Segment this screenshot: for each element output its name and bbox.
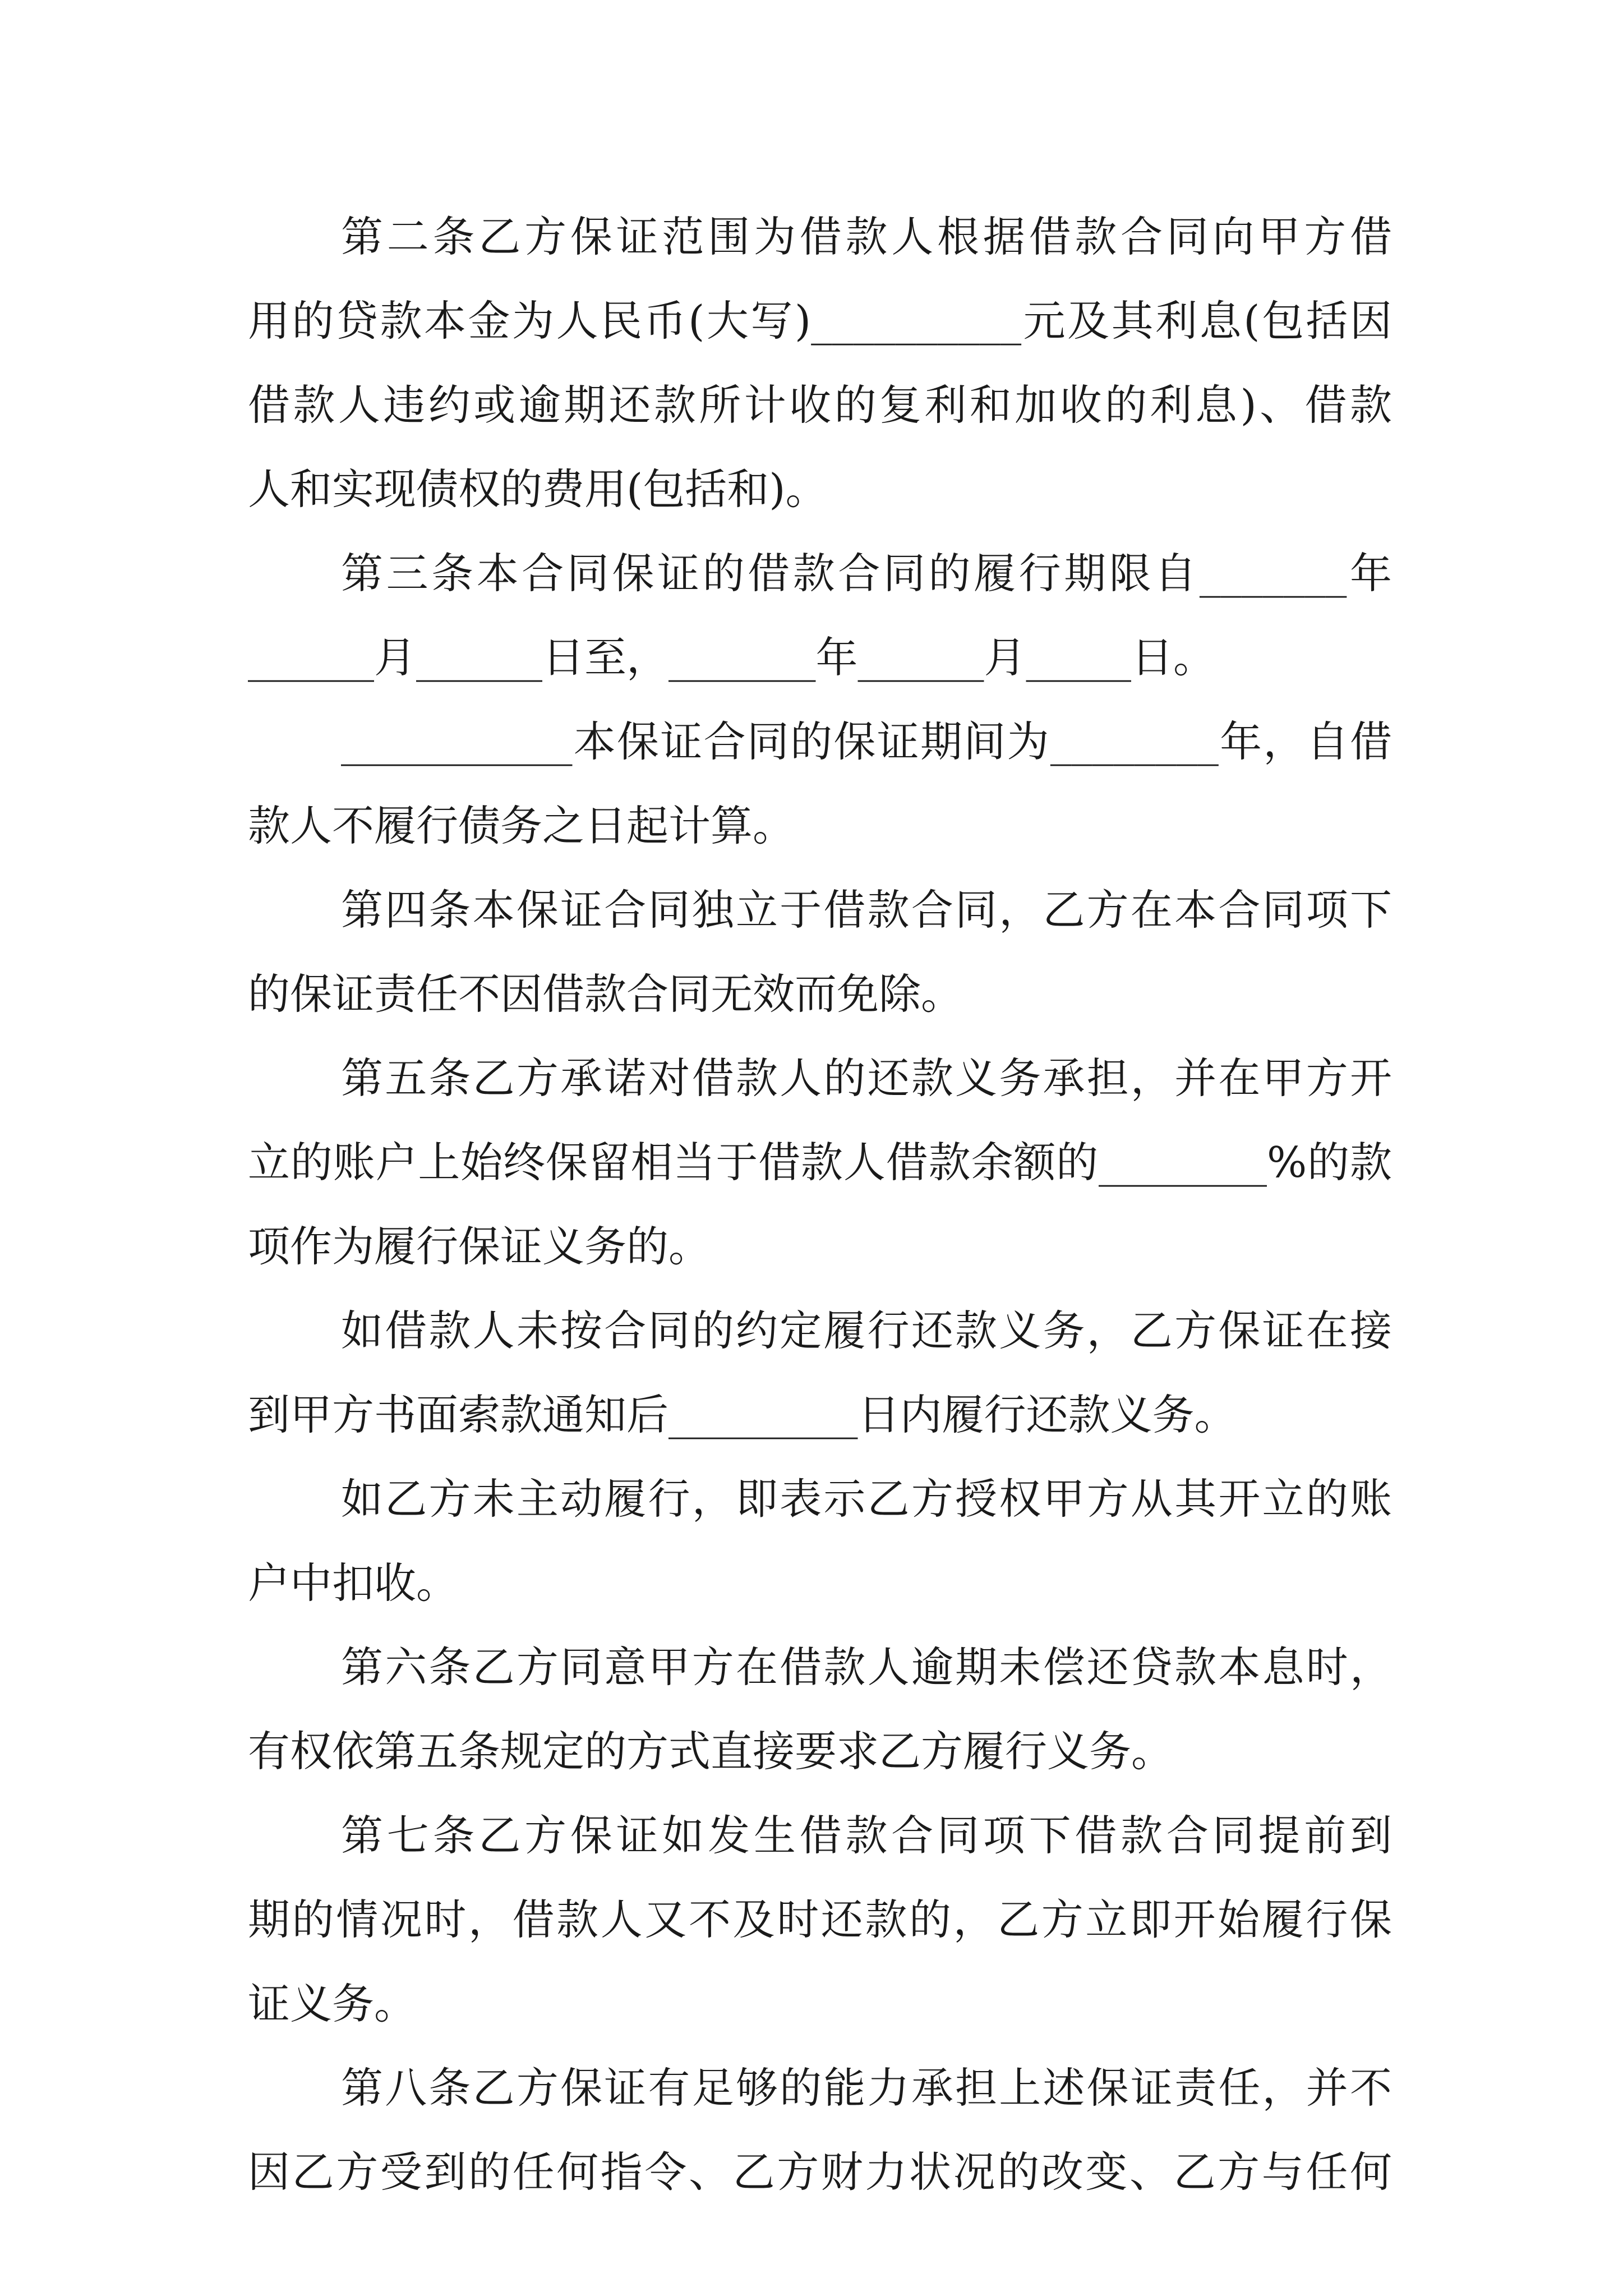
line-art8-2: 因乙方受到的任何指令、乙方财力状况的改变、乙方与任何 — [248, 2147, 1392, 2197]
line-art6-1: 第六条乙方同意甲方在借款人逾期未偿还贷款本息时， — [341, 1642, 1392, 1692]
line-art8-1: 第八条乙方保证有足够的能力承担上述保证责任，并不 — [341, 2063, 1392, 2113]
line-art2-2: 用的贷款本金为人民币(大写)__________元及其利息(包括因 — [248, 296, 1392, 346]
line-art5c-2: 户中扣收。 — [248, 1558, 459, 1608]
line-art2-3: 借款人违约或逾期还款所计收的复利和加收的利息)、借款 — [248, 380, 1392, 430]
line-art5b-2: 到甲方书面索款通知后_________日内履行还款义务。 — [248, 1390, 1237, 1439]
line-art7-3: 证义务。 — [248, 1979, 417, 2028]
line-art5b-1: 如借款人未按合同的约定履行还款义务，乙方保证在接 — [341, 1306, 1392, 1355]
line-art3-2: ______月______日至，_______年______月_____日。 — [248, 633, 1216, 682]
line-art5-1: 第五条乙方承诺对借款人的还款义务承担，并在甲方开 — [341, 1053, 1392, 1103]
line-art7-2: 期的情况时，借款人又不及时还款的，乙方立即开始履行保 — [248, 1895, 1392, 1944]
line-art7-1: 第七条乙方保证如发生借款合同项下借款合同提前到 — [341, 1811, 1392, 1860]
line-art5-3: 项作为履行保证义务的。 — [248, 1222, 711, 1271]
line-art4-2: 的保证责任不因借款合同无效而免除。 — [248, 969, 963, 1019]
line-art2-4: 人和实现债权的费用(包括和)。 — [248, 464, 828, 514]
line-art4-1: 第四条本保证合同独立于借款合同，乙方在本合同项下 — [341, 885, 1392, 935]
line-art3b-2: 款人不履行债务之日起计算。 — [248, 801, 795, 850]
line-art3-1: 第三条本合同保证的借款合同的履行期限自_______年 — [341, 549, 1392, 598]
line-art2-1: 第二条乙方保证范围为借款人根据借款合同向甲方借 — [341, 212, 1392, 261]
line-art5-2: 立的账户上始终保留相当于借款人借款余额的________%的款 — [248, 1138, 1392, 1187]
line-art5c-1: 如乙方未主动履行，即表示乙方授权甲方从其开立的账 — [341, 1474, 1392, 1524]
line-art3b-1: ___________本保证合同的保证期间为________年，自借 — [341, 717, 1392, 766]
line-art6-2: 有权依第五条规定的方式直接要求乙方履行义务。 — [248, 1727, 1174, 1776]
